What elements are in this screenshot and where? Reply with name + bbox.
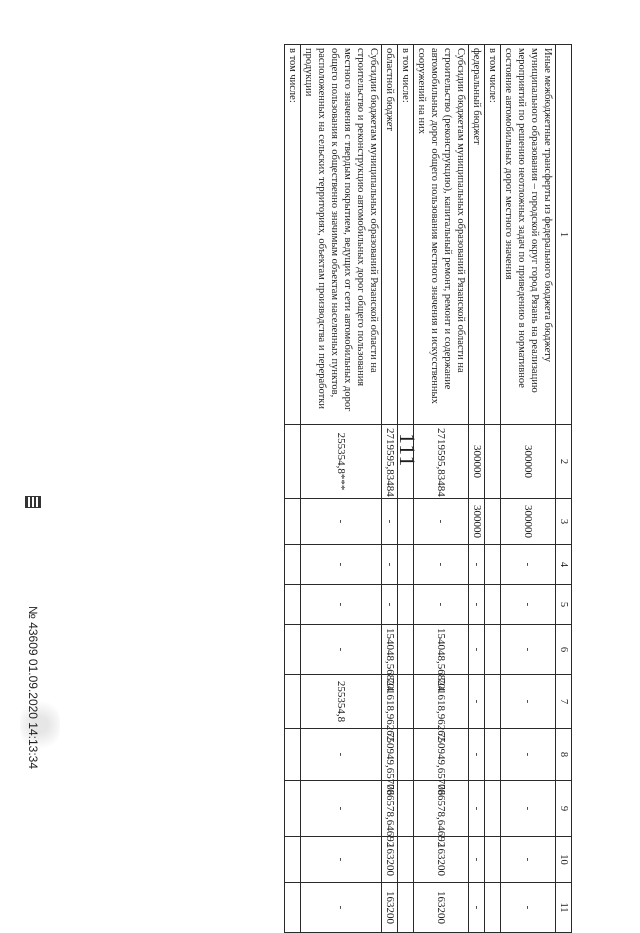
value-cell: - bbox=[469, 837, 485, 883]
value-cell bbox=[285, 499, 301, 545]
registration-stamp: № 43609 01.09.2020 14:13:34 bbox=[26, 606, 40, 770]
value-cell: - bbox=[382, 545, 398, 585]
value-cell: 154048,56824 bbox=[382, 625, 398, 675]
value-cell: 163200 bbox=[382, 837, 398, 883]
budget-table bbox=[284, 44, 572, 933]
value-cell: 786578,64692 bbox=[414, 781, 469, 837]
value-cell: - bbox=[414, 499, 469, 545]
row-label-cell: Субсидии бюджетам муниципальных образований Рязанской области на строительство и реконструкцию автомобильных дорог общего пользования местного значения с твердым покрытием, ведущих от сети автомобильных дорог общего пользования к общественно значимым объектам населенных пунктов, расположенных на сельских территориях, объектам производства и переработки продукции bbox=[301, 45, 382, 425]
value-cell: 163200 bbox=[414, 883, 469, 933]
value-cell: - bbox=[501, 781, 556, 837]
column-header: 9 bbox=[556, 781, 572, 837]
value-cell bbox=[285, 781, 301, 837]
value-cell: - bbox=[469, 585, 485, 625]
value-cell bbox=[285, 585, 301, 625]
value-cell: 300000 bbox=[469, 499, 485, 545]
value-cell: - bbox=[301, 837, 382, 883]
row-label-cell: в том числе: bbox=[485, 45, 501, 425]
value-cell bbox=[398, 425, 414, 499]
value-cell: - bbox=[501, 545, 556, 585]
value-cell bbox=[485, 729, 501, 781]
value-cell: 300000 bbox=[501, 425, 556, 499]
value-cell bbox=[398, 781, 414, 837]
value-cell: - bbox=[501, 883, 556, 933]
table-row bbox=[414, 45, 469, 933]
value-cell: 786578,64692 bbox=[382, 781, 398, 837]
row-label-cell: Иные межбюджетные трансферты из федерального бюджета бюджету муниципального образования – городской округ город Рязань на реализацию мероприятий по решению неотложных задач по приведению в нормативное состояние автомобильных дорог местного значения bbox=[501, 45, 556, 425]
column-header: 1 bbox=[556, 45, 572, 425]
value-cell: 154048,56824 bbox=[414, 625, 469, 675]
row-label-cell: в том числе: bbox=[398, 45, 414, 425]
value-cell bbox=[398, 729, 414, 781]
value-cell: - bbox=[301, 585, 382, 625]
value-cell bbox=[398, 545, 414, 585]
value-cell: - bbox=[382, 499, 398, 545]
value-cell: - bbox=[414, 585, 469, 625]
value-cell: - bbox=[469, 545, 485, 585]
value-cell: 300000 bbox=[501, 499, 556, 545]
value-cell: - bbox=[469, 625, 485, 675]
value-cell bbox=[485, 499, 501, 545]
value-cell: - bbox=[301, 625, 382, 675]
column-header: 6 bbox=[556, 625, 572, 675]
value-cell bbox=[285, 729, 301, 781]
stamp-logo bbox=[22, 496, 44, 584]
value-cell: 255354,8 bbox=[301, 675, 382, 729]
value-cell bbox=[285, 625, 301, 675]
value-cell: - bbox=[469, 781, 485, 837]
value-cell bbox=[285, 883, 301, 933]
header-row bbox=[556, 45, 572, 933]
column-header: 8 bbox=[556, 729, 572, 781]
value-cell bbox=[285, 837, 301, 883]
row-label-cell: федеральный бюджет bbox=[469, 45, 485, 425]
value-cell bbox=[485, 425, 501, 499]
value-cell: 701618,96262 bbox=[414, 675, 469, 729]
value-cell bbox=[485, 781, 501, 837]
value-cell: 163200 bbox=[382, 883, 398, 933]
value-cell: 701618,96262 bbox=[382, 675, 398, 729]
column-header: 11 bbox=[556, 883, 572, 933]
column-header: 7 bbox=[556, 675, 572, 729]
value-cell bbox=[398, 675, 414, 729]
barcode-icon bbox=[25, 496, 41, 508]
row-label-cell: Субсидии бюджетам муниципальных образований Рязанской области на строительство (реконструкцию), капитальный ремонт, ремонт и содержание автомобильных дорог общего пользования местного значения и искусственных сооружений на них bbox=[414, 45, 469, 425]
value-cell: - bbox=[469, 883, 485, 933]
table-row bbox=[469, 45, 485, 933]
column-header: 3 bbox=[556, 499, 572, 545]
value-cell: - bbox=[501, 625, 556, 675]
value-cell bbox=[285, 425, 301, 499]
value-cell bbox=[485, 545, 501, 585]
value-cell: - bbox=[301, 729, 382, 781]
value-cell: - bbox=[501, 837, 556, 883]
value-cell bbox=[398, 625, 414, 675]
value-cell bbox=[485, 625, 501, 675]
column-header: 5 bbox=[556, 585, 572, 625]
value-cell: - bbox=[301, 883, 382, 933]
value-cell: 2719595,83484 bbox=[382, 425, 398, 499]
value-cell: - bbox=[469, 729, 485, 781]
table-row bbox=[398, 45, 414, 933]
value-cell: - bbox=[469, 675, 485, 729]
value-cell bbox=[285, 545, 301, 585]
row-label-cell: в том числе: bbox=[285, 45, 301, 425]
value-cell: 255354,8*** bbox=[301, 425, 382, 499]
value-cell bbox=[398, 585, 414, 625]
value-cell: - bbox=[501, 675, 556, 729]
value-cell: 750949,65706 bbox=[414, 729, 469, 781]
value-cell: - bbox=[301, 545, 382, 585]
value-cell bbox=[398, 837, 414, 883]
value-cell: 750949,65706 bbox=[382, 729, 398, 781]
value-cell bbox=[398, 883, 414, 933]
value-cell: - bbox=[301, 499, 382, 545]
value-cell: - bbox=[382, 585, 398, 625]
row-label-cell: областной бюджет bbox=[382, 45, 398, 425]
value-cell bbox=[485, 585, 501, 625]
column-header: 4 bbox=[556, 545, 572, 585]
value-cell bbox=[398, 499, 414, 545]
table-row bbox=[382, 45, 398, 933]
value-cell: - bbox=[301, 781, 382, 837]
value-cell bbox=[485, 837, 501, 883]
value-cell: 163200 bbox=[414, 837, 469, 883]
page-number: 111 bbox=[395, 433, 420, 468]
value-cell bbox=[485, 883, 501, 933]
table-row bbox=[485, 45, 501, 933]
column-header: 2 bbox=[556, 425, 572, 499]
table-row bbox=[285, 45, 301, 933]
value-cell: - bbox=[414, 545, 469, 585]
value-cell bbox=[285, 675, 301, 729]
value-cell: - bbox=[501, 729, 556, 781]
value-cell: 2719595,83484 bbox=[414, 425, 469, 499]
column-header: 10 bbox=[556, 837, 572, 883]
table-row bbox=[301, 45, 382, 933]
value-cell: - bbox=[501, 585, 556, 625]
value-cell bbox=[485, 675, 501, 729]
table-row bbox=[501, 45, 556, 933]
value-cell: 300000 bbox=[469, 425, 485, 499]
